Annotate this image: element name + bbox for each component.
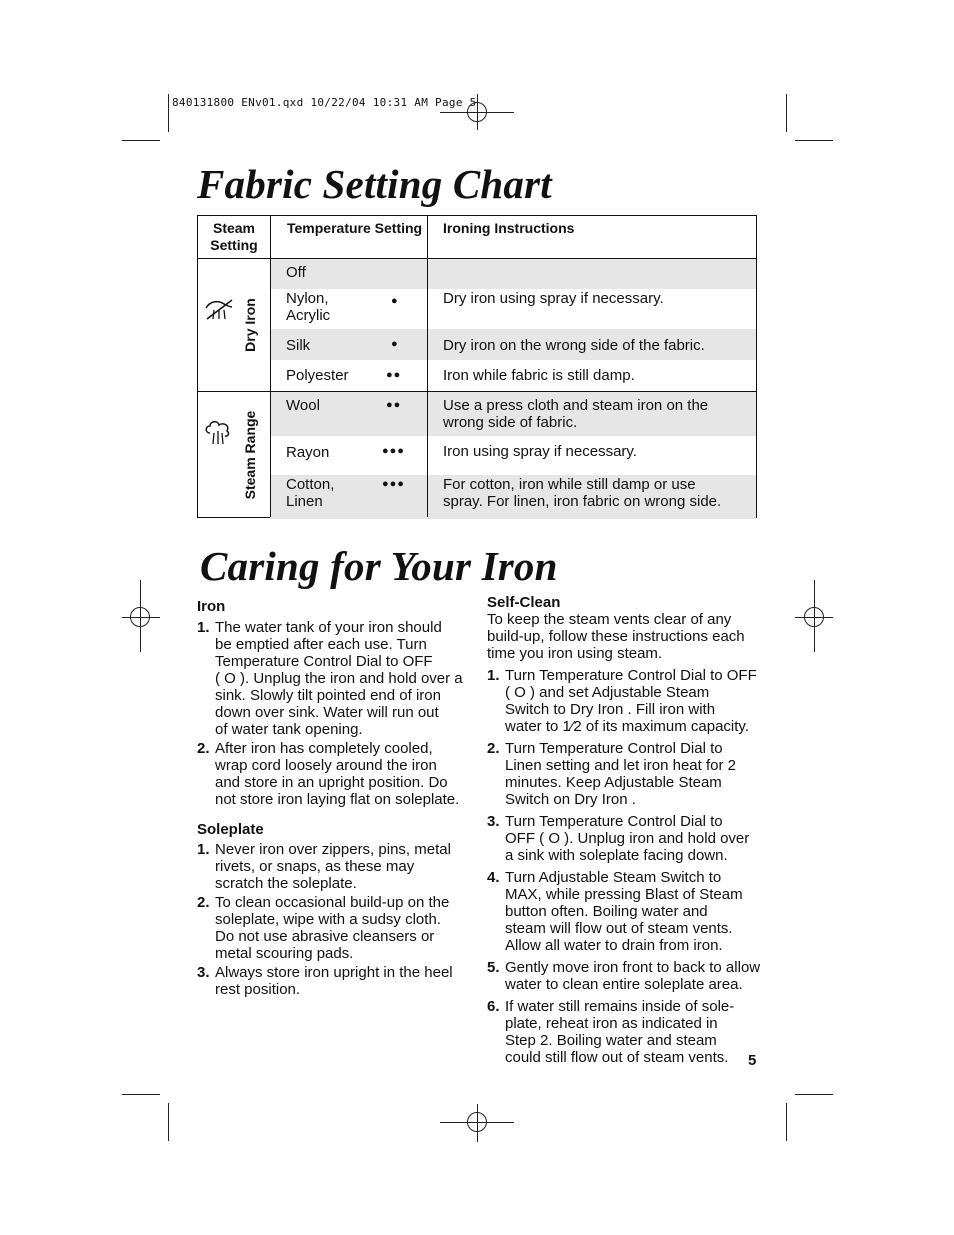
crop-mark bbox=[140, 580, 141, 652]
item-number: 3. bbox=[197, 964, 210, 981]
item-line: soleplate, wipe with a sudsy cloth. bbox=[215, 911, 441, 928]
item-line: scratch the soleplate. bbox=[215, 875, 357, 892]
crop-mark bbox=[168, 94, 169, 132]
item-line: water to clean entire soleplate area. bbox=[505, 976, 743, 993]
item-line: The water tank of your iron should bbox=[215, 619, 442, 636]
list-item bbox=[197, 740, 472, 808]
page-number: 5 bbox=[748, 1052, 757, 1069]
item-number: 3. bbox=[487, 813, 500, 830]
intro-line: time you iron using steam. bbox=[487, 645, 663, 662]
crop-mark bbox=[440, 1122, 514, 1123]
item-line: If water still remains inside of sole- bbox=[505, 998, 735, 1015]
item-line: Do not use abrasive cleansers or bbox=[215, 928, 435, 945]
item-line: Step 2. Boiling water and steam bbox=[505, 1032, 717, 1049]
right-column bbox=[487, 594, 762, 1071]
temperature-dots: ● bbox=[391, 338, 399, 350]
row-divider bbox=[198, 258, 756, 259]
fabric-off: Off bbox=[286, 264, 306, 281]
item-line: sink. Slowly tilt pointed end of iron bbox=[215, 687, 441, 704]
item-line: After iron has completely cooled, bbox=[215, 740, 433, 757]
crop-mark bbox=[795, 140, 833, 141]
crop-mark bbox=[786, 94, 787, 132]
item-line: Turn Temperature Control Dial to bbox=[505, 740, 723, 757]
instruction-wool: Use a press cloth and steam iron on the wrong side of fabric. bbox=[443, 397, 709, 431]
dry-iron-icon bbox=[204, 298, 234, 322]
item-number: 1. bbox=[197, 619, 210, 636]
item-line: Linen setting and let iron heat for 2 bbox=[505, 757, 736, 774]
item-line: of water tank opening. bbox=[215, 721, 363, 738]
item-line: Turn Temperature Control Dial to bbox=[505, 813, 723, 830]
self-clean-intro bbox=[487, 611, 762, 662]
group-label-dry-iron: Dry Iron bbox=[242, 298, 258, 352]
item-line: Never iron over zippers, pins, metal bbox=[215, 841, 451, 858]
left-column bbox=[197, 598, 472, 1000]
fabric-wool: Wool bbox=[286, 397, 320, 414]
item-line: To clean occasional build-up on the bbox=[215, 894, 450, 911]
item-number: 6. bbox=[487, 998, 500, 1015]
item-line: rivets, or snaps, as these may bbox=[215, 858, 415, 875]
heading-soleplate: Soleplate bbox=[197, 821, 264, 838]
fabric-setting-table bbox=[197, 215, 757, 518]
item-line: Always store iron upright in the heel bbox=[215, 964, 453, 981]
item-number: 1. bbox=[487, 667, 500, 684]
crop-mark bbox=[786, 1103, 787, 1141]
item-number: 5. bbox=[487, 959, 500, 976]
item-number: 2. bbox=[197, 894, 210, 911]
instruction-cotton-linen: For cotton, iron while still damp or use spray. For linen, iron fabric on wrong side. bbox=[443, 476, 722, 510]
crop-mark bbox=[814, 580, 815, 652]
header-ironing-instructions: Ironing Instructions bbox=[443, 220, 575, 236]
list-item bbox=[487, 959, 762, 993]
list-item bbox=[487, 667, 762, 735]
crop-mark bbox=[122, 1094, 160, 1095]
header-steam-setting: Steam Setting bbox=[210, 220, 258, 253]
column-divider bbox=[270, 216, 271, 517]
item-line: plate, reheat iron as indicated in bbox=[505, 1015, 718, 1032]
row-shade bbox=[270, 258, 756, 289]
item-line: Allow all water to drain from iron. bbox=[505, 937, 723, 954]
page-title: Fabric Setting Chart bbox=[197, 161, 552, 207]
intro-line: build-up, follow these instructions each bbox=[487, 628, 745, 645]
crop-mark bbox=[795, 617, 833, 618]
item-line: Turn Temperature Control Dial to OFF bbox=[505, 667, 757, 684]
item-number: 2. bbox=[487, 740, 500, 757]
self-clean-instructions-list bbox=[487, 667, 762, 1066]
list-item bbox=[197, 619, 472, 738]
fabric-polyester: Polyester bbox=[286, 367, 349, 384]
list-item bbox=[487, 740, 762, 808]
list-item bbox=[487, 813, 762, 864]
instruction-rayon: Iron using spray if necessary. bbox=[443, 443, 637, 460]
item-line: MAX, while pressing Blast of Steam bbox=[505, 886, 743, 903]
item-line: a sink with soleplate facing down. bbox=[505, 847, 728, 864]
item-line: OFF ( O ). Unplug iron and hold over bbox=[505, 830, 750, 847]
item-line: Temperature Control Dial to OFF bbox=[215, 653, 433, 670]
fabric-nylon-acrylic: Nylon, Acrylic bbox=[286, 290, 331, 324]
item-line: Switch to Dry Iron . Fill iron with bbox=[505, 701, 716, 718]
row-divider bbox=[198, 391, 756, 392]
temperature-dots: ●● bbox=[386, 369, 402, 381]
item-number: 1. bbox=[197, 841, 210, 858]
instruction-nylon: Dry iron using spray if necessary. bbox=[443, 290, 664, 307]
list-item bbox=[197, 841, 472, 892]
item-line: steam will flow out of steam vents. bbox=[505, 920, 733, 937]
item-line: minutes. Keep Adjustable Steam bbox=[505, 774, 722, 791]
item-number: 4. bbox=[487, 869, 500, 886]
print-slug: 840131800 ENv01.qxd 10/22/04 10:31 AM Page 5 bbox=[172, 96, 477, 109]
list-item bbox=[487, 998, 762, 1066]
item-line: Gently move iron front to back to allow bbox=[505, 959, 761, 976]
item-number: 2. bbox=[197, 740, 210, 757]
instruction-silk: Dry iron on the wrong side of the fabric. bbox=[443, 337, 705, 354]
crop-mark bbox=[440, 112, 514, 113]
temperature-dots: ●●● bbox=[382, 478, 405, 490]
list-item bbox=[197, 964, 472, 998]
temperature-dots: ● bbox=[391, 295, 399, 307]
list-item bbox=[197, 894, 472, 962]
item-line: down over sink. Water will run out bbox=[215, 704, 439, 721]
item-line: rest position. bbox=[215, 981, 301, 998]
item-line: ( O ). Unplug the iron and hold over a bbox=[215, 670, 463, 687]
item-line: wrap cord loosely around the iron bbox=[215, 757, 437, 774]
crop-mark bbox=[122, 617, 160, 618]
item-line: be emptied after each use. Turn bbox=[215, 636, 427, 653]
fabric-cotton-linen: Cotton, Linen bbox=[286, 476, 335, 510]
column-divider bbox=[427, 216, 428, 517]
section-title-caring: Caring for Your Iron bbox=[200, 543, 558, 589]
fabric-silk: Silk bbox=[286, 337, 311, 354]
group-label-steam-range: Steam Range bbox=[242, 410, 258, 500]
soleplate-instructions-list bbox=[197, 841, 472, 998]
item-line: metal scouring pads. bbox=[215, 945, 354, 962]
crop-mark bbox=[122, 140, 160, 141]
item-line: ( O ) and set Adjustable Steam bbox=[505, 684, 710, 701]
list-item bbox=[487, 869, 762, 954]
temperature-dots: ●●● bbox=[382, 445, 405, 457]
crop-mark bbox=[477, 1104, 478, 1142]
crop-mark bbox=[168, 1103, 169, 1141]
item-line: button often. Boiling water and bbox=[505, 903, 708, 920]
fabric-rayon: Rayon bbox=[286, 444, 330, 461]
item-line: Turn Adjustable Steam Switch to bbox=[505, 869, 722, 886]
temperature-dots: ●● bbox=[386, 399, 402, 411]
header-temperature-setting: Temperature Setting bbox=[287, 220, 423, 236]
item-line: and store in an upright position. Do bbox=[215, 774, 448, 791]
item-line: not store iron laying flat on soleplate. bbox=[215, 791, 460, 808]
heading-self-clean: Self-Clean bbox=[487, 594, 561, 611]
steam-icon bbox=[204, 420, 232, 446]
item-line: could still flow out of steam vents. bbox=[505, 1049, 729, 1066]
crop-mark bbox=[795, 1094, 833, 1095]
intro-line: To keep the steam vents clear of any bbox=[487, 611, 732, 628]
iron-instructions-list bbox=[197, 619, 472, 808]
item-line: Switch on Dry Iron . bbox=[505, 791, 636, 808]
heading-iron: Iron bbox=[197, 598, 226, 615]
instruction-polyester: Iron while fabric is still damp. bbox=[443, 367, 635, 384]
item-line: water to 1⁄2 of its maximum capacity. bbox=[505, 718, 749, 735]
